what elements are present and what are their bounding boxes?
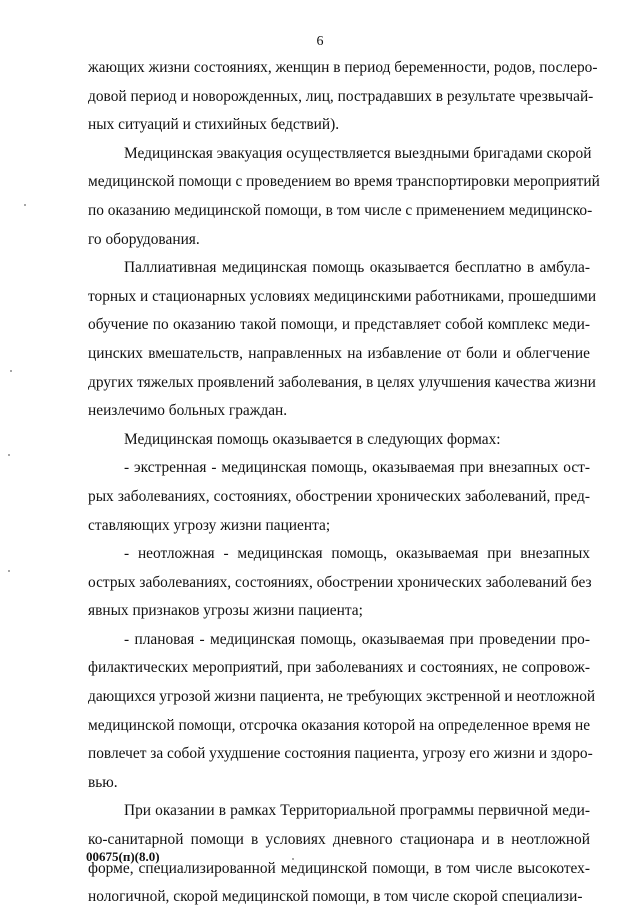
text-line: Паллиативная медицинская помощь оказывается бесплатно в амбула- [124,259,590,277]
text-line: рых заболеваниях, состояниях, обострении хронических заболеваний, пред- [88,487,590,505]
page-number: 6 [316,34,324,49]
text-line: Медицинская эвакуация осуществляется выездными бригадами скорой [124,144,592,162]
text-line: явных признаков угрозы жизни пациента; [88,602,363,620]
scan-speck [10,370,12,372]
text-line: медицинской помощи с проведением во время транспортировки мероприятий [88,173,600,191]
text-line: ставляющих угрозу жизни пациента; [88,516,331,534]
document-body [88,54,600,912]
text-line: медицинской помощи, отсрочка оказания которой на определенное время не [88,716,591,734]
scan-speck [8,570,10,572]
text-line: форме, специализированной медицинской помощи, в том числе высокотех- [88,859,590,877]
text-line: При оказании в рамках Территориальной программы первичной меди- [124,802,590,820]
text-line: торных и стационарных условиях медицинскими работниками, прошедшими [88,287,597,305]
scan-speck [292,858,294,860]
text-line: го оборудования. [88,230,200,248]
paragraph [88,626,596,798]
text-line: довой период и новорожденных, лиц, пострадавших в результате чрезвычай- [88,87,594,105]
text-line: филактических мероприятий, при заболеваниях и состояниях, не сопровож- [88,659,590,677]
text-line: повлечет за собой ухудшение состояния пациента, угрозу его жизни и здоро- [88,745,593,763]
text-line: Медицинская помощь оказывается в следующих формах: [124,430,501,448]
paragraph [88,254,597,426]
text-line: ных ситуаций и стихийных бедствий). [88,116,340,134]
text-line: - неотложная - медицинская помощь, оказываемая при внезапных [124,545,590,563]
text-line: острых заболеваниях, состояниях, обострении хронических заболеваний без [88,573,592,591]
text-line: неизлечимо больных граждан. [88,402,288,420]
text-line: дающихся угрозой жизни пациента, не требующих экстренной и неотложной [88,688,596,706]
text-line: обучение по оказанию такой помощи, и представляет собой комплекс меди- [88,316,590,334]
text-line: нологичной, скорой медицинской помощи, в том числе скорой специализи- [88,888,583,906]
text-line: других тяжелых проявлений заболевания, в целях улучшения качества жизни [88,373,596,391]
text-line: ко-санитарной помощи в условиях дневного стационара и в неотложной [88,831,590,849]
text-line: - экстренная - медицинская помощь, оказываемая при внезапных ост- [124,459,590,477]
paragraph [88,140,600,254]
text-line: - плановая - медицинская помощь, оказываемая при проведении про- [124,630,590,648]
text-line: цинских вмешательств, направленных на избавление от боли и облегчение [88,344,590,362]
paragraph [88,54,598,140]
text-line: по оказанию медицинской помощи, в том числе с применением медицинско- [88,201,593,219]
paragraph [88,454,590,540]
text-line: вью. [88,773,118,791]
paragraph [88,540,590,626]
document-footer-code: 00675(п)(8.0) [86,849,160,864]
text-line: жающих жизни состояниях, женщин в период беременности, родов, послеро- [88,59,598,76]
paragraph [88,797,590,911]
paragraph [88,426,590,455]
scan-speck [8,454,10,456]
scan-speck [24,204,26,206]
